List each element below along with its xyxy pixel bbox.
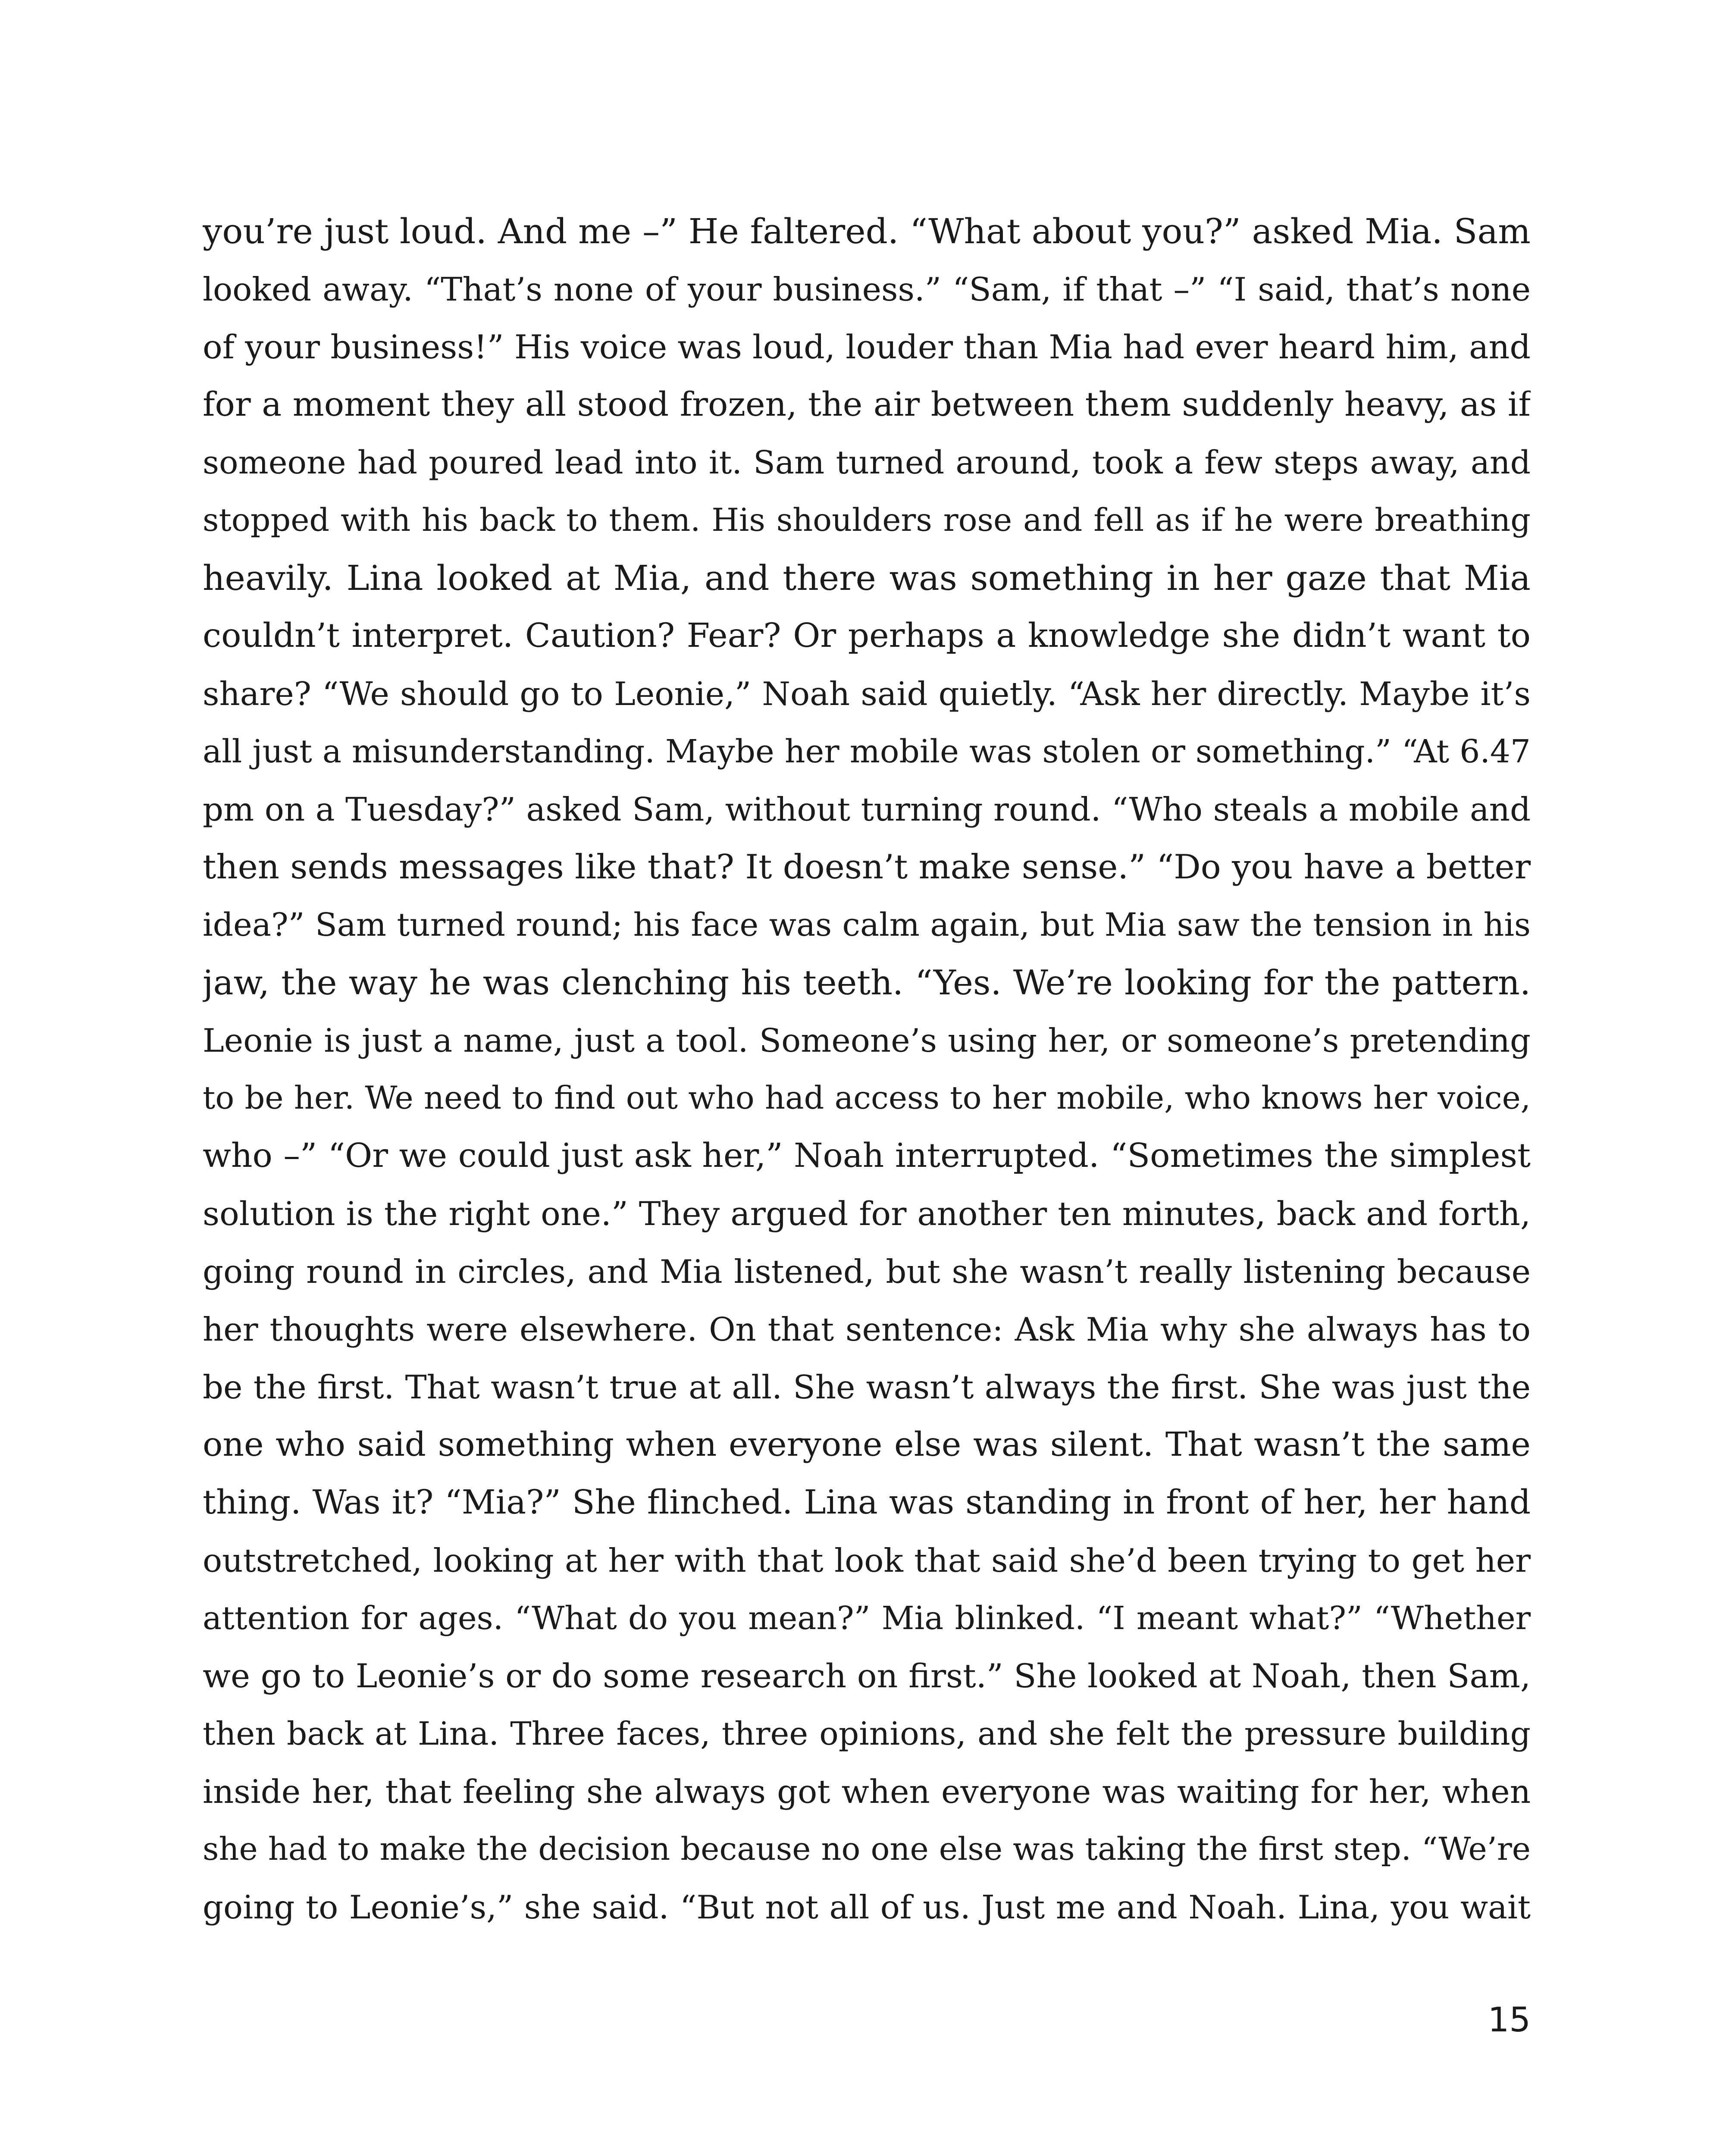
page-number: 15 (1488, 2001, 1531, 2040)
text-line: you’re just loud. And me –” He faltered. “What about you?” asked Mia. Sam (203, 211, 1531, 251)
text-line: attention for ages. “What do you mean?” Mia blinked. “I meant what?” “Whether (203, 1600, 1531, 1637)
text-line: she had to make the decision because no one else was taking the first step. “We’re (203, 1831, 1531, 1868)
text-line: of your business!” His voice was loud, louder than Mia had ever heard him, and (203, 328, 1531, 366)
text-line: Leonie is just a name, just a tool. Someone’s using her, or someone’s pretending (203, 1022, 1531, 1059)
text-line: one who said something when everyone else was silent. That wasn’t the same (203, 1426, 1531, 1464)
text-line: who –” “Or we could just ask her,” Noah interrupted. “Sometimes the simplest (203, 1137, 1531, 1175)
text-line: we go to Leonie’s or do some research on first.” She looked at Noah, then Sam, (203, 1657, 1531, 1695)
text-line: then sends messages like that? It doesn’t make sense.” “Do you have a better (203, 848, 1531, 887)
text-line: outstretched, looking at her with that look that said she’d been trying to get her (203, 1542, 1531, 1579)
text-line: going to Leonie’s,” she said. “But not all of us. Just me and Noah. Lina, you wait (203, 1888, 1531, 1926)
text-line: couldn’t interpret. Caution? Fear? Or perhaps a knowledge she didn’t want to (203, 617, 1531, 655)
body-text (203, 203, 1531, 1936)
text-line: jaw, the way he was clenching his teeth. “Yes. We’re looking for the pattern. (203, 963, 1531, 1003)
text-line: solution is the right one.” They argued for another ten minutes, back and forth, (203, 1194, 1531, 1233)
text-line: stopped with his back to them. His shoulders rose and fell as if he were breathing (203, 502, 1531, 539)
text-line: someone had poured lead into it. Sam turned around, took a few steps away, and (203, 444, 1531, 481)
text-line: heavily. Lina looked at Mia, and there was something in her gaze that Mia (203, 558, 1531, 598)
text-line: thing. Was it? “Mia?” She flinched. Lina was standing in front of her, her hand (203, 1483, 1531, 1522)
text-line: her thoughts were elsewhere. On that sentence: Ask Mia why she always has to (203, 1310, 1531, 1348)
text-line: share? “We should go to Leonie,” Noah said quietly. “Ask her directly. Maybe it’s (203, 675, 1531, 713)
text-line: for a moment they all stood frozen, the air between them suddenly heavy, as if (203, 385, 1531, 424)
text-line: idea?” Sam turned round; his face was calm again, but Mia saw the tension in his (203, 906, 1531, 943)
text-line: all just a misunderstanding. Maybe her mobile was stolen or something.” “At 6.47 (203, 733, 1531, 770)
text-line: be the first. That wasn’t true at all. She wasn’t always the first. She was just the (203, 1368, 1531, 1406)
text-line: pm on a Tuesday?” asked Sam, without turning round. “Who steals a mobile and (203, 790, 1531, 828)
text-line: looked away. “That’s none of your business.” “Sam, if that –” “I said, that’s none (203, 270, 1531, 308)
text-line: inside her, that feeling she always got when everyone was waiting for her, when (203, 1773, 1531, 1811)
text-line: then back at Lina. Three faces, three opinions, and she felt the pressure building (203, 1715, 1531, 1752)
text-line: to be her. We need to find out who had access to her mobile, who knows her voice, (203, 1080, 1531, 1116)
text-line: going round in circles, and Mia listened, but she wasn’t really listening because (203, 1253, 1531, 1291)
